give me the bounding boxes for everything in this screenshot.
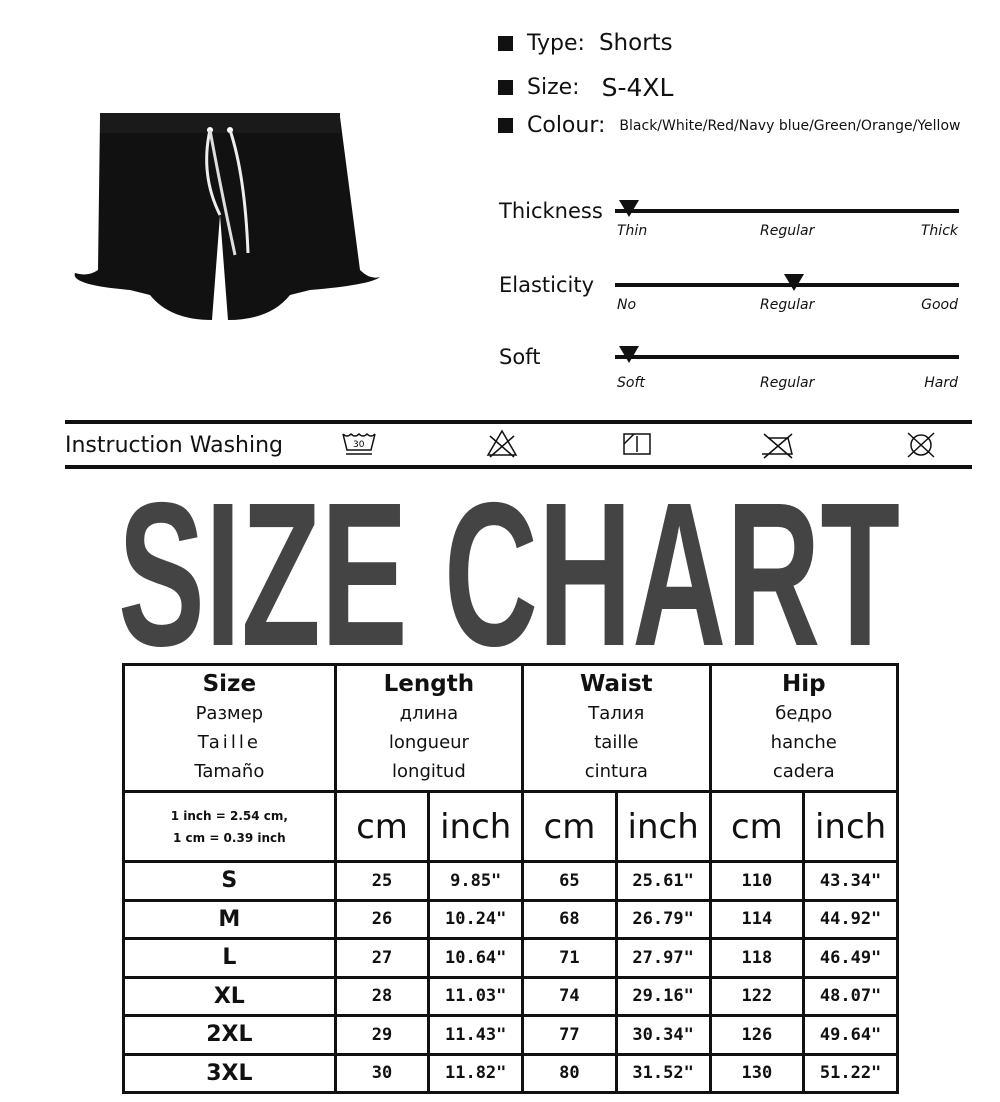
measurement-cell: 77 (523, 1016, 617, 1055)
wash-30-icon (340, 430, 380, 460)
header-translation: Taille (197, 731, 261, 753)
rating-tick: Regular (760, 297, 815, 313)
header-hip (710, 665, 897, 792)
header-translation: бедро (775, 702, 833, 724)
rating-label: Thickness (499, 199, 603, 223)
header-title: Length (383, 670, 475, 697)
header-length (335, 665, 522, 792)
shorts-product-image (70, 105, 390, 330)
measurement-cell: 126 (710, 1016, 804, 1055)
rating-label: Soft (499, 345, 541, 369)
header-translation: cadera (772, 760, 835, 782)
unit-conversion (124, 792, 336, 862)
measurement-cell: 122 (710, 977, 804, 1016)
measurement-cell: 65 (523, 862, 617, 901)
size-cell: 3XL (124, 1054, 336, 1093)
measurement-cell: 51.22" (804, 1054, 898, 1093)
measurement-cell: 31.52" (616, 1054, 710, 1093)
measurement-cell: 25.61" (616, 862, 710, 901)
measurement-cell: 74 (523, 977, 617, 1016)
unit-header: inch (616, 792, 710, 862)
rating-tick: Hard (924, 375, 958, 391)
table-row (124, 977, 898, 1016)
rating-marker-icon (784, 274, 804, 291)
measurement-cell: 26 (335, 900, 429, 939)
size-cell: S (124, 862, 336, 901)
no-iron-icon (758, 430, 798, 460)
measurement-cell: 43.34" (804, 862, 898, 901)
header-translation: taille (594, 731, 639, 753)
header-title: Hip (781, 670, 826, 697)
spec-colour (498, 113, 960, 138)
header-waist (523, 665, 710, 792)
spec-label: Colour: (527, 113, 606, 138)
dry-flat-icon (622, 432, 654, 458)
rating-tick: No (617, 297, 637, 313)
rating-tick: Regular (760, 223, 815, 239)
size-chart-banner (118, 495, 908, 655)
header-translation: cintura (584, 760, 648, 782)
measurement-cell: 30.34" (616, 1016, 710, 1055)
spec-value: Black/White/Red/Navy blue/Green/Orange/Yellow (619, 117, 961, 134)
unit-header: cm (335, 792, 429, 862)
unit-header: cm (710, 792, 804, 862)
bullet-icon (498, 80, 513, 95)
measurement-cell: 9.85" (429, 862, 523, 901)
bullet-icon (498, 118, 513, 133)
rating-tick: Regular (760, 375, 815, 391)
measurement-cell: 26.79" (616, 900, 710, 939)
table-row (124, 1054, 898, 1093)
measurement-cell: 48.07" (804, 977, 898, 1016)
header-translation: длина (399, 702, 459, 724)
measurement-cell: 80 (523, 1054, 617, 1093)
measurement-cell: 29 (335, 1016, 429, 1055)
measurement-cell: 10.24" (429, 900, 523, 939)
no-bleach-icon (485, 428, 519, 460)
bullet-icon (498, 36, 513, 51)
size-cell: XL (124, 977, 336, 1016)
rating-tick: Thick (920, 223, 958, 239)
wash-temp: 30 (353, 440, 365, 450)
divider (65, 465, 972, 469)
measurement-cell: 44.92" (804, 900, 898, 939)
conversion-line: 1 cm = 0.39 inch (173, 830, 286, 845)
measurement-cell: 114 (710, 900, 804, 939)
header-translation: longitud (392, 760, 466, 782)
rating-marker-icon (619, 346, 639, 363)
washing-label: Instruction Washing (65, 433, 283, 458)
unit-header: inch (429, 792, 523, 862)
header-title: Size (202, 670, 257, 697)
unit-header: inch (804, 792, 898, 862)
rating-marker-icon (619, 200, 639, 217)
measurement-cell: 110 (710, 862, 804, 901)
rating-tick: Thin (617, 223, 648, 239)
measurement-cell: 10.64" (429, 939, 523, 978)
measurement-cell: 49.64" (804, 1016, 898, 1055)
header-translation: Талия (588, 702, 645, 724)
measurement-cell: 27 (335, 939, 429, 978)
spec-type (498, 30, 673, 56)
measurement-cell: 11.43" (429, 1016, 523, 1055)
rating-label: Elasticity (499, 273, 595, 297)
measurement-cell: 11.03" (429, 977, 523, 1016)
rating-tick: Good (921, 297, 958, 313)
size-cell: M (124, 900, 336, 939)
size-cell: 2XL (124, 1016, 336, 1055)
measurement-cell: 29.16" (616, 977, 710, 1016)
rating-scale (615, 209, 959, 213)
table-row (124, 900, 898, 939)
table-row (124, 1016, 898, 1055)
size-table (122, 663, 899, 1094)
measurement-cell: 30 (335, 1054, 429, 1093)
header-translation: Tamaño (194, 760, 265, 782)
divider (65, 420, 972, 424)
header-translation: longueur (388, 731, 469, 753)
measurement-cell: 130 (710, 1054, 804, 1093)
measurement-cell: 71 (523, 939, 617, 978)
size-chart-title: SIZE CHART (118, 495, 900, 655)
spec-size (498, 73, 673, 102)
rating-scale (615, 355, 959, 359)
measurement-cell: 46.49" (804, 939, 898, 978)
spec-label: Type: (527, 30, 585, 56)
spec-value: S-4XL (601, 73, 674, 102)
spec-value: Shorts (598, 30, 673, 56)
measurement-cell: 118 (710, 939, 804, 978)
header-translation: hanche (770, 731, 837, 753)
rating-tick: Soft (617, 375, 645, 391)
table-row (124, 939, 898, 978)
table-row (124, 862, 898, 901)
no-tumble-dry-icon (904, 430, 938, 460)
measurement-cell: 25 (335, 862, 429, 901)
measurement-cell: 68 (523, 900, 617, 939)
header-title: Waist (580, 670, 653, 697)
header-size (124, 665, 336, 792)
measurement-cell: 27.97" (616, 939, 710, 978)
measurement-cell: 28 (335, 977, 429, 1016)
conversion-line: 1 inch = 2.54 cm, (170, 808, 288, 823)
measurement-cell: 11.82" (429, 1054, 523, 1093)
size-cell: L (124, 939, 336, 978)
header-translation: Размер (195, 702, 264, 724)
unit-header: cm (523, 792, 617, 862)
spec-label: Size: (527, 75, 580, 100)
